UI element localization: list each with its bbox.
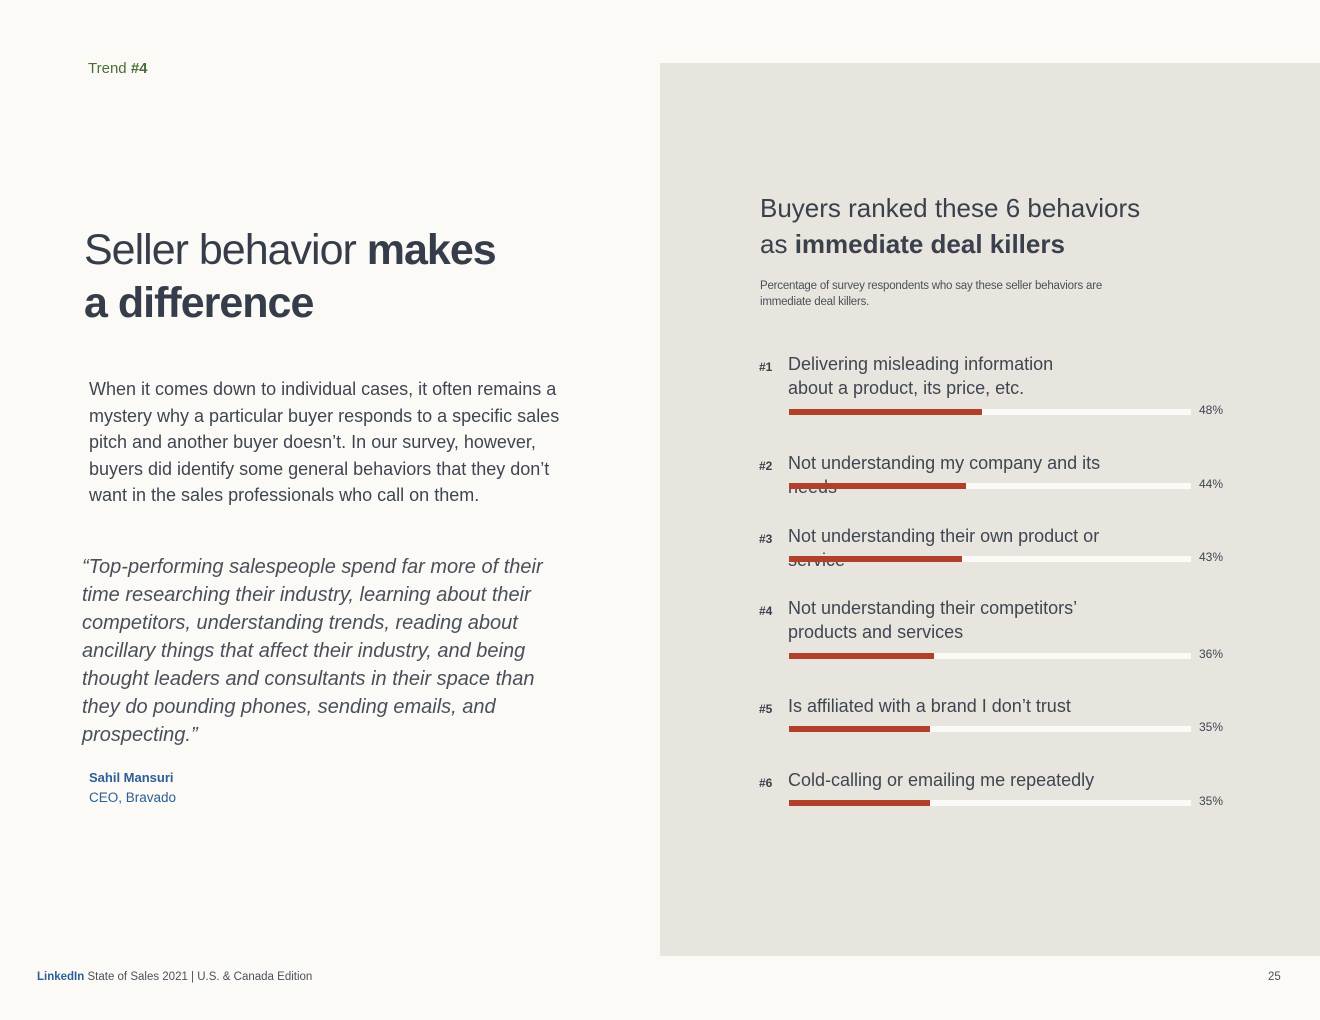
trend-prefix: Trend [88,60,127,77]
value-label: 48% [1199,403,1224,417]
page-title [84,224,496,330]
title-part2: makes [366,226,496,274]
rank-label: #4 [759,604,773,618]
category-label: Not understanding their own product or [788,526,1100,546]
rank-label: #6 [759,776,773,790]
trend-number: #4 [130,60,148,77]
value-label: 35% [1199,720,1224,734]
chart-title-as: as [760,229,788,259]
bar-track [789,409,1191,415]
bar-track [789,726,1191,732]
value-label: 35% [1199,794,1224,808]
bar [789,726,930,732]
category-label: Delivering misleading information about a product, its price, etc. [788,354,1054,398]
category-label: Not understanding my company and its [788,453,1101,473]
category-label: Not understanding their competitors’ products and services [788,598,1077,642]
chart-title-bold: immediate deal killers [794,229,1065,259]
rank-label: #2 [759,459,773,473]
rank-label: #1 [759,360,773,374]
value-label: 44% [1199,477,1224,491]
bar-track [789,556,1191,562]
value-label: 43% [1199,550,1224,564]
quote-author: Sahil Mansuri [89,770,174,785]
bar-track [789,653,1191,659]
footer-brand: LinkedIn [37,971,85,983]
title-part1: Seller behavior [84,226,356,274]
value-label: 36% [1199,647,1224,661]
bar [789,556,962,562]
trend-label [88,60,148,77]
intro-paragraph: When it comes down to individual cases, it often remains a mystery why a particular buyer responds to a specific sales pitch and another buyer doesn’t. In our survey, however, buyers did identify some general behaviors that they don’t want in the sales professionals who call on them. [89,379,560,505]
page-number: 25 [1268,971,1281,983]
bar-track [789,483,1191,489]
title-part3: a difference [84,279,314,327]
chart-title-line1: Buyers ranked these 6 behaviors [760,193,1141,223]
chart-subtitle: Percentage of survey respondents who say these seller behaviors are immediate deal killers. [760,280,1103,308]
footer-text: State of Sales 2021 | U.S. & Canada Edition [87,971,313,983]
footer [37,971,312,983]
bar [789,483,966,489]
category-label: Is affiliated with a brand I don’t trust [788,696,1071,716]
pull-quote: “Top-performing salespeople spend far more of their time researching their industry, learning about their competitors, understanding trends, reading about ancillary things that affect their industry, and being thought leaders and consultants in their space than they do pounding phones, sending emails, and prospecting.” [82,556,543,746]
chart-title [760,190,1140,262]
bar-track [789,800,1191,806]
rank-label: #5 [759,702,773,716]
bar [789,653,934,659]
category-label: Cold-calling or emailing me repeatedly [788,770,1095,790]
quote-author-role: CEO, Bravado [89,790,177,805]
bar [789,409,982,415]
rank-label: #3 [759,532,773,546]
bar [789,800,930,806]
